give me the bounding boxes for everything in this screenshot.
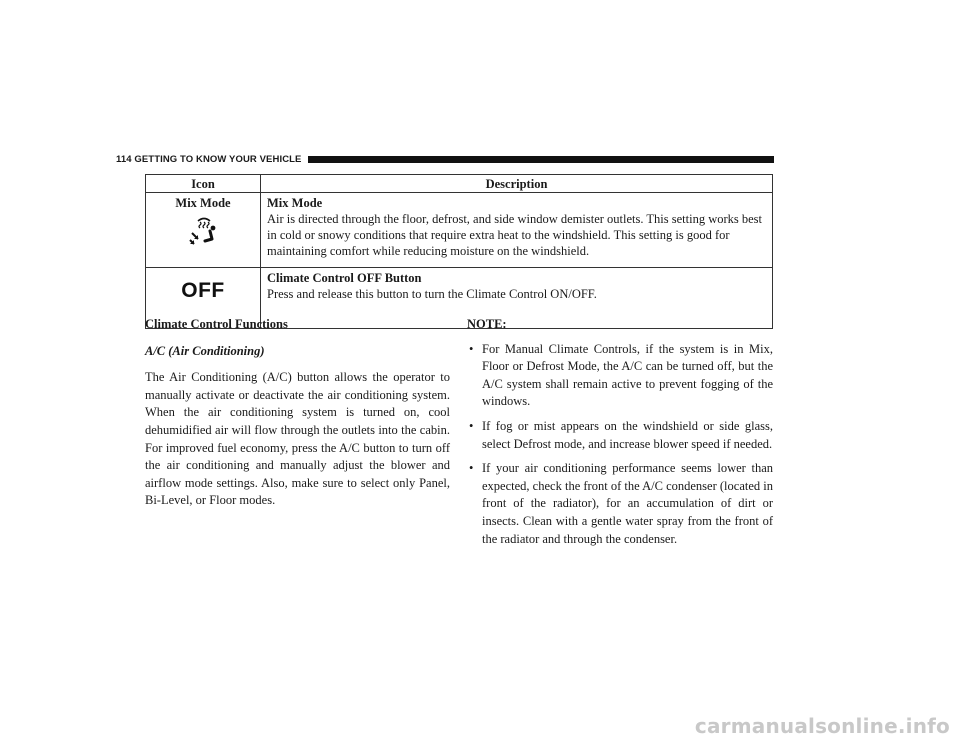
off-button-title: Climate Control OFF Button [267, 271, 422, 285]
off-button-description: Press and release this button to turn the Climate Control ON/OFF. [267, 287, 597, 301]
ac-subheading: A/C (Air Conditioning) [145, 343, 265, 358]
note-text: If your air conditioning performance seems lower than expected, check the front of the A/C condenser (located in front of the radiator), for an accumulation of dirt or insects. Clean with a gentle water spray from the front of the radiator and through the condenser. [482, 461, 773, 546]
bullet-icon: • [469, 341, 474, 356]
off-button-icon: OFF [181, 279, 225, 302]
icon-cell [146, 193, 261, 268]
page-header [116, 152, 774, 166]
mix-mode-title: Mix Mode [267, 196, 323, 210]
note-text: For Manual Climate Controls, if the system is in Mix, Floor or Defrost Mode, the A/C can be turned off, but the A/C system shall remain active to prevent fogging of the windows. [482, 341, 773, 409]
climate-icon-table [145, 174, 773, 329]
watermark-text: carmanualsonline.info [694, 714, 950, 738]
note-heading: NOTE: [467, 317, 507, 331]
table-header-row [146, 175, 773, 193]
list-item [467, 341, 773, 411]
list-item [467, 460, 773, 548]
bullet-icon: • [469, 418, 474, 433]
list-item [467, 418, 773, 453]
mix-mode-description: Air is directed through the floor, defrost, and side window demister outlets. This setting works best in cold or snowy conditions that require extra heat to the windshield. This setting is good for maintaining comfort while reducing moisture on the windshield. [267, 212, 763, 258]
ac-paragraph: The Air Conditioning (A/C) button allows the operator to manually activate or deactivate the air conditioning system. When the air conditioning system is turned on, cool dehumidified air will flow through the outlets into the cabin. For improved fuel economy, press the A/C button to turn off the air conditioning and manually adjust the blower and airflow mode settings. Also, make sure to select only Panel, Bi-Level, or Floor modes. [145, 370, 450, 508]
bullet-icon: • [469, 461, 474, 476]
header-rule [308, 156, 775, 163]
note-text: If fog or mist appears on the windshield or side glass, select Defrost mode, and increase blower speed if needed. [482, 418, 773, 451]
page-header-label: 114 GETTING TO KNOW YOUR VEHICLE [116, 153, 302, 165]
note-list [467, 341, 773, 549]
description-column-header: Description [261, 175, 773, 193]
section-heading: Climate Control Functions [145, 317, 288, 331]
icon-label: Mix Mode [175, 196, 231, 210]
left-column [145, 316, 450, 510]
table-row [146, 193, 773, 268]
right-column [467, 316, 773, 555]
description-cell [261, 193, 773, 268]
icon-column-header: Icon [146, 175, 261, 193]
mix-mode-icon [183, 213, 223, 247]
